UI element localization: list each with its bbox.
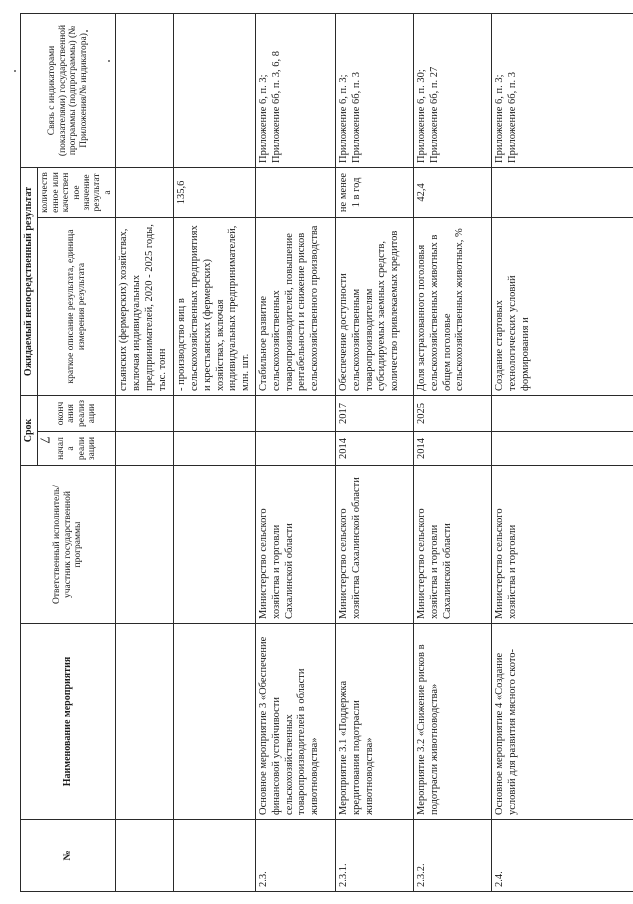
header-term: Срок <box>21 395 38 465</box>
table-row <box>256 13 336 891</box>
row-name: Мероприятие 3.2 «Снижение рисков в подотрасли животноводства» <box>414 624 492 820</box>
row-name <box>174 624 256 820</box>
header-term-start: начала реализации <box>38 432 116 466</box>
row-result-value: не менее 1 в год <box>336 167 414 217</box>
row-result-value <box>492 167 633 217</box>
row-end <box>174 395 256 431</box>
row-end <box>492 395 633 431</box>
row-name: Основное мероприятие 4 «Создание условий для развития мясного ското- <box>492 624 633 820</box>
row-name <box>116 624 174 820</box>
header-num: № <box>21 820 116 892</box>
page-number: 7 <box>36 436 52 444</box>
header-name: Наименование мероприятия <box>21 624 116 820</box>
row-executor: Министерство сельского хозяйства и торговли Сахалинской области <box>414 466 492 624</box>
header-executor: Ответственный исполнитель/ участник государственной программы <box>21 466 116 624</box>
row-link: Приложение 6, п. 3; Приложение 6б, п. 3 <box>492 13 633 167</box>
header-link: Связь с индикаторами (показателями) государственной программы (подпрограммы) (№ Приложения/№ индикатора) <box>21 13 116 167</box>
row-executor: Министерство сельского хозяйства и торговли <box>492 466 633 624</box>
header-expected-value: количественное или качественное значение результата <box>38 167 116 217</box>
scan-speck <box>108 60 110 62</box>
row-num: 2.4. <box>492 820 633 892</box>
row-result-desc: Создание стартовых технологических условий формирования и <box>492 217 633 395</box>
row-name: Основное мероприятие 3 «Обеспечение финансовой устойчивости сельскохозяйственных товаропроизводителей в области животноводства» <box>256 624 336 820</box>
row-end: 2025 <box>414 395 492 431</box>
row-result-value <box>256 167 336 217</box>
scan-speck <box>14 70 16 72</box>
row-link: Приложение 6, п. 3; Приложение 6б, п. 3 <box>336 13 414 167</box>
row-executor <box>116 466 174 624</box>
row-start <box>174 432 256 466</box>
table-row <box>414 13 492 891</box>
row-start: 2014 <box>336 432 414 466</box>
row-link: Приложение 6, п. 3; Приложение 6б, п. 3, 6, 8 <box>256 13 336 167</box>
row-end <box>116 395 174 431</box>
row-start: 2014 <box>414 432 492 466</box>
row-num <box>116 820 174 892</box>
row-link: Приложение 6, п. 30; Приложение 6б, п. 27 <box>414 13 492 167</box>
row-name: Мероприятие 3.1 «Поддержка кредитования подотрасли животноводства» <box>336 624 414 820</box>
row-result-desc: Доля застрахованного поголовья сельскохозяйственных животных в общем поголовье сельскохозяйственных животных, % <box>414 217 492 395</box>
header-expected-desc: краткое описание результата, единица измерения результата <box>38 217 116 395</box>
row-link <box>116 13 174 167</box>
row-result-value: 42,4 <box>414 167 492 217</box>
header-expected: Ожидаемый непосредственный результат <box>21 167 38 395</box>
header-term-end: окончания реализации <box>38 395 116 431</box>
row-num: 2.3. <box>256 820 336 892</box>
table-row <box>492 13 633 891</box>
row-start <box>256 432 336 466</box>
row-num <box>174 820 256 892</box>
rotated-page <box>20 14 614 892</box>
row-link <box>174 13 256 167</box>
row-executor: Министерство сельского хозяйства Сахалинской области <box>336 466 414 624</box>
row-num: 2.3.1. <box>336 820 414 892</box>
scan-speck <box>86 30 88 32</box>
row-result-desc: Стабильное развитие сельскохозяйственных товаропроизводителей, повышение рентабельности и снижение рисков сельскохозяйственного производства <box>256 217 336 395</box>
row-result-desc: - производство яиц в сельскохозяйственных предприятиях и крестьянских (фермерских) хозяйствах, включая индивидуальных предпринимателей, млн. шт. <box>174 217 256 395</box>
row-executor <box>174 466 256 624</box>
row-end: 2017 <box>336 395 414 431</box>
table-row <box>336 13 414 891</box>
row-result-desc: стьянских (фермерских) хозяйствах, включая индивидуальных предпринимателей, 2020 - 2025 годы, тыс. тонн <box>116 217 174 395</box>
row-result-value: 135,6 <box>174 167 256 217</box>
row-executor: Министерство сельского хозяйства и торговли Сахалинской области <box>256 466 336 624</box>
table-row <box>116 13 174 891</box>
row-start <box>116 432 174 466</box>
row-num: 2.3.2. <box>414 820 492 892</box>
program-measures-table <box>20 13 633 892</box>
table-row <box>174 13 256 891</box>
row-result-value <box>116 167 174 217</box>
row-end <box>256 395 336 431</box>
header-row-1 <box>21 13 38 891</box>
row-result-desc: Обеспечение доступности сельскохозяйственным товаропроизводителям субсидируемых заемных средств, количество привлекаемых кредитов <box>336 217 414 395</box>
row-start <box>492 432 633 466</box>
